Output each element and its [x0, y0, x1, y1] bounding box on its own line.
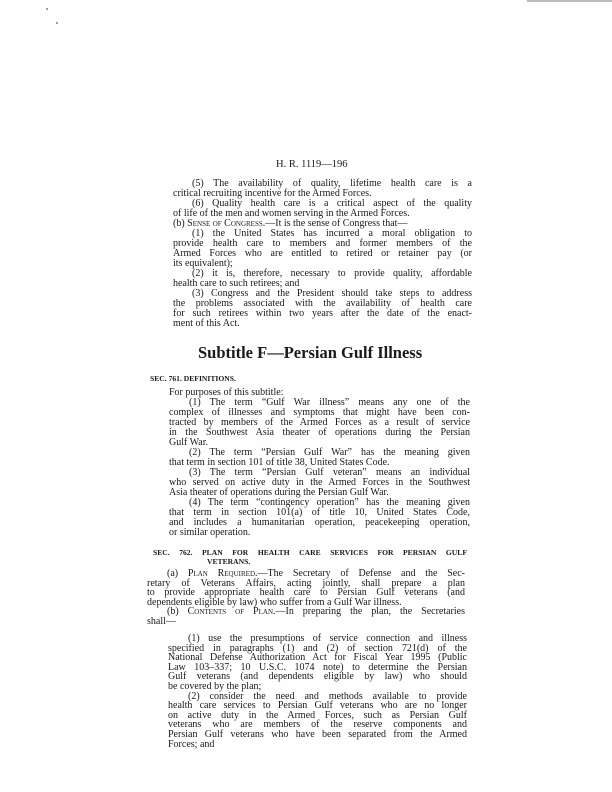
text-line	[167, 607, 465, 617]
text-line: the problems associated with the availability of health care	[173, 298, 472, 309]
subsection-heading: Contents of Plan	[187, 606, 274, 618]
text-line: for such retirees within two years after the date of the enact-	[173, 308, 472, 319]
text-line: veterans who are members of the reserve components and	[168, 719, 467, 731]
text-line: and includes a humanitarian operation, peacekeeping operation,	[169, 517, 470, 528]
text-line: (1) the United States has incurred a moral obligation to	[192, 228, 472, 239]
text-fragment: .—In preparing the plan, the Secretaries	[273, 606, 465, 618]
text-line: critical recruiting incentive for the Armed Forces.	[173, 188, 372, 199]
text-line: (2) The term “Persian Gulf War” has the meaning given	[189, 447, 470, 458]
text-line: specified in paragraphs (1) and (2) of section 721(d) of the	[168, 642, 467, 654]
scan-edge-line	[527, 0, 612, 2]
text-fragment: (b)	[167, 606, 188, 618]
text-line: or similar operation.	[169, 527, 251, 538]
text-line: complex of illnesses and symptoms that might have been con-	[169, 407, 470, 418]
text-line: For purposes of this subtitle:	[169, 387, 284, 398]
text-line: (1) use the presumptions of service connection and illness	[188, 633, 467, 644]
text-line: (3) The term “Persian Gulf veteran” means an individual	[189, 467, 470, 478]
text-line: health care services to Persian Gulf veterans who are no longer	[168, 700, 467, 712]
text-fragment: (a)	[167, 568, 188, 579]
text-fragment: .—It is the sense of Congress that—	[262, 218, 408, 229]
text-line: health care to such retirees; and	[173, 278, 300, 289]
text-line: in the Southwest Asia theater of operations during the Persian	[169, 427, 470, 438]
text-line: retary of Veterans Affairs, acting jointly, shall prepare a plan	[147, 577, 465, 589]
text-line: to provide appropriate health care to Persian Gulf veterans (and	[147, 587, 465, 599]
page-header: H. R. 1119—196	[276, 159, 348, 170]
text-line: (2) it is, therefore, necessary to provide quality, affordable	[192, 268, 472, 279]
text-line: ment of this Act.	[173, 318, 240, 329]
section-762-heading-cont: VETERANS.	[207, 557, 251, 566]
scan-speck	[56, 22, 58, 24]
text-fragment: (b)	[173, 218, 188, 229]
subsection-heading: Sense of Congress	[187, 218, 263, 229]
text-line: (1) The term “Gulf War illness” means any one of the	[189, 397, 470, 408]
text-line: its equivalent);	[173, 258, 233, 269]
subtitle-heading: Subtitle F—Persian Gulf Illness	[198, 343, 423, 362]
text-line: (4) The term “contingency operation” has the meaning given	[189, 497, 470, 508]
text-fragment: .—The Secretary of Defense and the Sec-	[255, 568, 465, 579]
text-line: Gulf veterans (and dependents eligible by law) who should	[168, 671, 467, 683]
section-762-heading: SEC. 762. PLAN FOR HEALTH CARE SERVICES FOR PERSIAN GULF	[153, 548, 467, 557]
text-line: shall—	[147, 616, 176, 627]
text-line: on active duty in the Armed Forces, such as Persian Gulf	[168, 709, 467, 721]
text-line: tracted by members of the Armed Forces as a result of service	[169, 417, 470, 428]
text-line: that term in section 101 of title 38, United States Code.	[169, 457, 390, 468]
text-line: dependents eligible by law) who suffer from a Gulf War illness.	[147, 596, 402, 608]
text-line: that term in section 101(a) of title 10, United States Code,	[169, 507, 470, 518]
text-line: (2) consider the need and methods available to provide	[188, 690, 467, 702]
text-line: Armed Forces who are entitled to retired or retainer pay (or	[173, 248, 472, 259]
text-line: who served on active duty in the Armed Forces in the Southwest	[169, 477, 470, 488]
text-line: be covered by the plan;	[168, 681, 262, 692]
text-line: (3) Congress and the President should take steps to address	[192, 288, 472, 299]
scan-speck	[46, 8, 48, 10]
text-line: (6) Quality health care is a critical aspect of the quality	[192, 198, 472, 209]
text-line: provide health care to members and former members of the	[173, 238, 472, 249]
text-line: (5) The availability of quality, lifetime health care is a	[192, 178, 472, 189]
text-line: Forces; and	[168, 738, 215, 750]
text-line: Law 103–337; 10 U.S.C. 1074 note) to determine the Persian	[168, 661, 467, 673]
subsection-heading: Plan Required	[187, 568, 256, 579]
text-line: Gulf War.	[169, 437, 209, 448]
text-line: Asia theater of operations during the Persian Gulf War.	[169, 487, 389, 498]
text-line: Persian Gulf veterans who have been separated from the Armed	[168, 729, 467, 740]
text-line: National Defense Authorization Act for Fiscal Year 1995 (Public	[168, 652, 467, 664]
text-line: of life of the men and women serving in the Armed Forces.	[173, 208, 410, 219]
section-761-heading: SEC. 761. DEFINITIONS.	[150, 374, 236, 383]
